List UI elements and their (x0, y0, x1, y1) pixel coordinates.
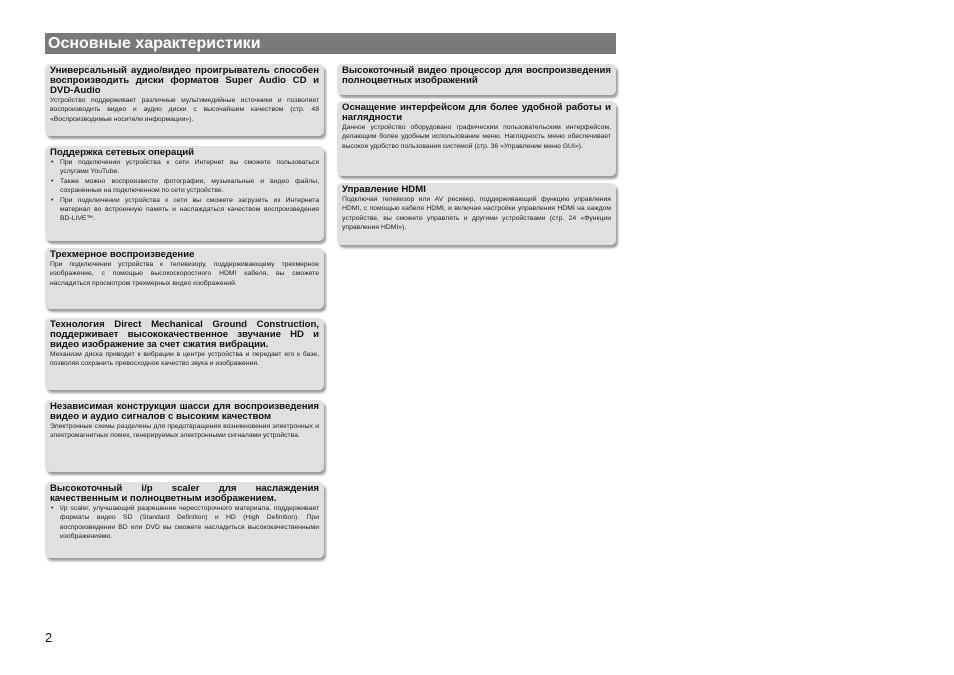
list-item (50, 158, 319, 177)
feature-box-chassis (45, 400, 324, 472)
bullet-icon: • (51, 159, 54, 166)
list-item-text: При подключении устройства к сети вы сможете загрузить из Интернета материал во встроенную память и наслаждаться качеством воспроизведения BD-LIVE™. (60, 196, 319, 223)
feature-box-hdmi (337, 183, 616, 245)
bullet-icon: • (51, 505, 54, 512)
feature-box-processor (337, 64, 616, 95)
feature-text: Механизм диска приводит к вибрации в центре устройства и передает его к базе, позволяя сохранить превосходное качество звука и изображения. (50, 351, 319, 368)
feature-heading: Высокоточный i/p scaler для наслаждения качественным и полноцветным изображением. (50, 483, 319, 504)
feature-text: Подключая телевизор или AV ресивер, поддерживающий функцию управления HDMI, с помощью кабеля HDMI, и включая настройки управления HDMI на каждом устройстве, вы сможете управлять и другими устройствами (стр. 24 «Функции управления HDMI»). (342, 196, 611, 232)
feature-text: При подключении устройства к телевизору, поддерживающему трехмерное изображение, с помощью высокоскоростного HDMI кабеля, вы сможете насладиться просмотром трехмерных видео изображений. (50, 261, 319, 287)
feature-heading: Трехмерное воспроизведение (50, 249, 195, 260)
list-item-text: I/p scaler, улучшающий разрешение черессторочного материала, поддерживает форматы видео SD (Standard Definition) и HD (High Definition). При воспроизведении BD или DVD вы сможете насладиться высококачественными изображениями. (60, 505, 319, 541)
list-item-text: Также можно воспроизвести фотографии, музыкальные и видео файлы, сохраненные на подключенном по сети устройстве. (60, 177, 319, 195)
page-title: Основные характеристики (45, 33, 616, 54)
feature-heading: Независимая конструкция шасси для воспроизведения видео и аудио сигналов с высоким качеством (50, 401, 319, 422)
bullet-icon: • (51, 177, 54, 185)
feature-box-scaler (45, 482, 324, 558)
feature-heading: Поддержка сетевых операций (50, 147, 195, 158)
feature-text: Данное устройство оборудовано графическим пользовательским интерфейсом, делающим более удобным использование меню. Наглядность меню обеспечивает высокое удобство пользования системой (стр. 36 «Управление меню GUI»). (342, 124, 611, 150)
feature-heading: Управление HDMI (342, 184, 426, 195)
feature-bullet-list (50, 504, 319, 542)
feature-heading: Универсальный аудио/видео проигрыватель способен воспроизводить диски форматов Super Audio CD и DVD-Audio (50, 65, 319, 96)
feature-text: Электронные схемы разделены для предотвращения возникновения электронных и электромагнитных помех, генерируемых электронными сигналами устройства. (50, 423, 319, 440)
feature-heading: Высокоточный видео процессор для воспроизведения полноцветных изображений (342, 65, 611, 86)
feature-box-dmgc (45, 318, 324, 390)
list-item-text: При подключении устройства к сети Интернет вы сможете пользоваться услугами YouTube. (60, 159, 319, 176)
list-item (50, 504, 319, 542)
page-number: 2 (45, 630, 53, 645)
feature-box-3d (45, 248, 324, 309)
feature-box-gui (337, 101, 616, 176)
feature-box-sacd (45, 64, 324, 136)
feature-text: Устройство поддерживает различные мультимедийные источники и позволяет воспроизводить видео и аудио диски с высочайшим качеством (стр. 48 «Воспроизводимые носители информации»). (50, 97, 319, 123)
feature-bullet-list (50, 158, 319, 224)
feature-heading: Технология Direct Mechanical Ground Construction, поддерживает высококачественное звучание HD и видео изображение за счет сжатия вибрации. (50, 319, 319, 350)
feature-box-network (45, 146, 324, 241)
list-item (50, 196, 319, 224)
bullet-icon: • (51, 196, 54, 204)
feature-heading: Оснащение интерфейсом для более удобной работы и наглядности (342, 102, 611, 123)
list-item (50, 177, 319, 196)
